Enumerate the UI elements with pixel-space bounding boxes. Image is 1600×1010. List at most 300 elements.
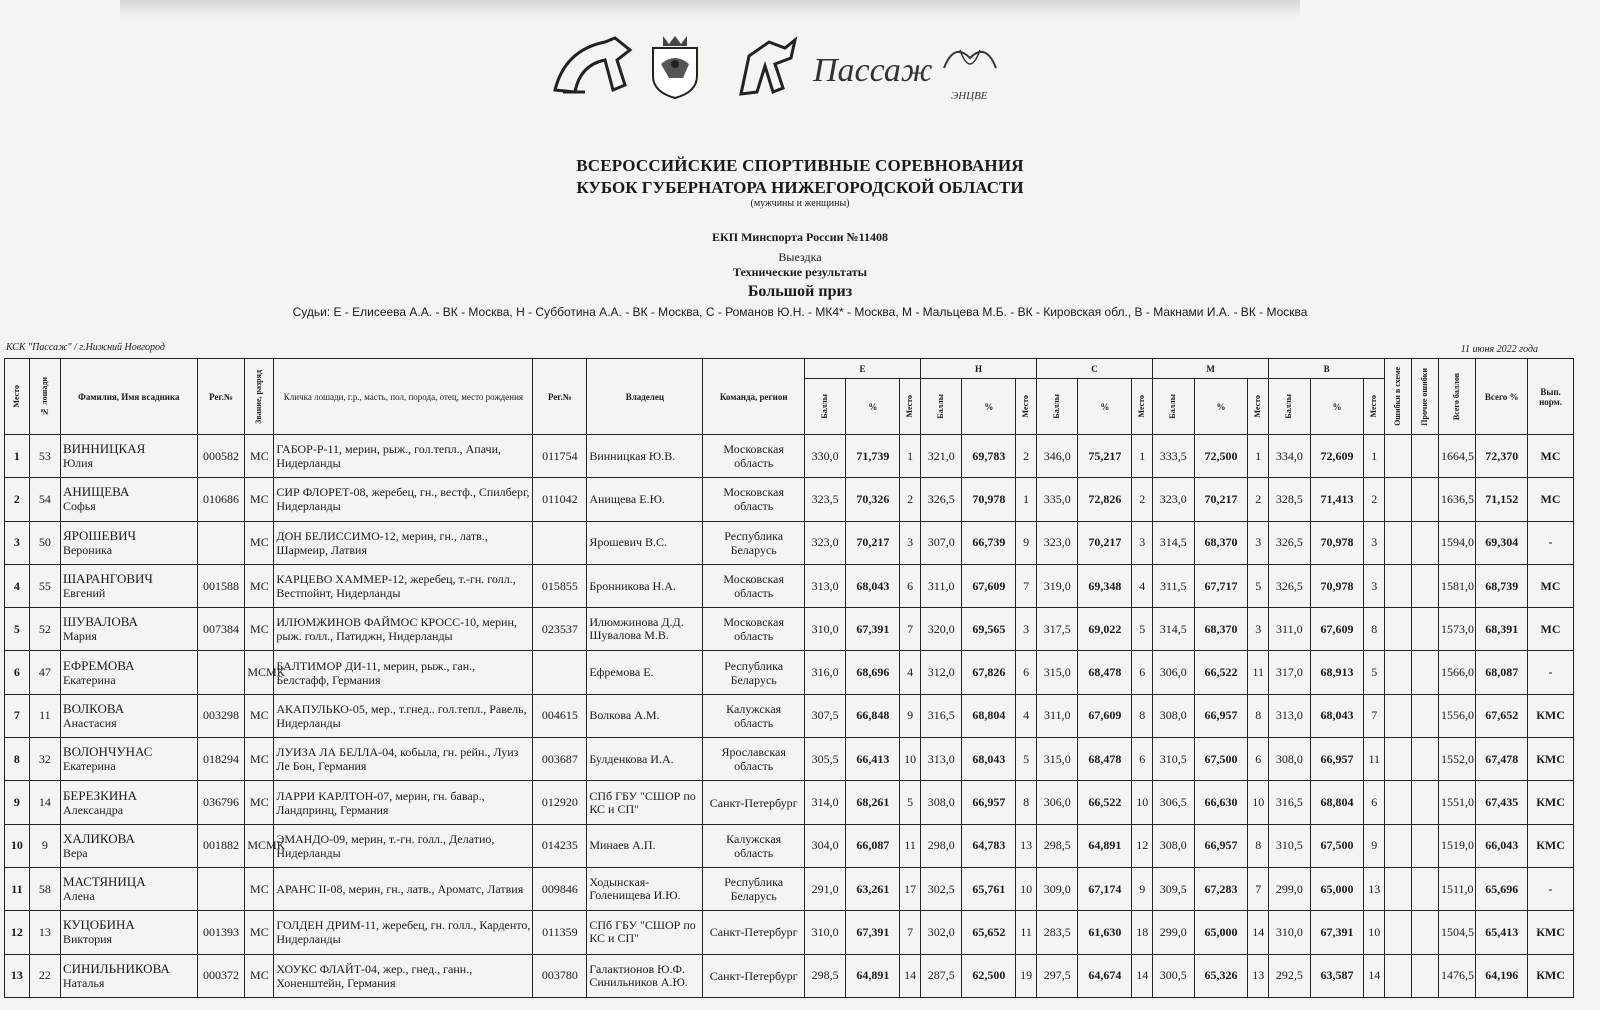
rank-cell: МС [245,911,274,954]
rank-cell: МС [245,564,274,607]
rider-cell [60,478,197,521]
col-m-points: Баллы [1153,379,1194,435]
owner-cell: Анищева Е.Ю. [587,478,703,521]
rider-cell [60,651,197,694]
judge-m-points: 314,5 [1153,608,1194,651]
rider-surname: БЕРЕЗКИНА [62,787,138,803]
total-percent-cell: 65,696 [1476,867,1528,910]
rider-name: Виктория [62,932,113,947]
judge-m-percent: 66,957 [1194,694,1248,737]
rank-cell: МС [245,954,274,997]
judge-c-points: 311,0 [1037,694,1078,737]
judge-e-points: 307,5 [804,694,845,737]
judge-e-percent: 70,217 [846,521,900,564]
total-percent-cell: 64,196 [1476,954,1528,997]
judge-e-place: 14 [900,954,921,997]
judge-e-percent: 67,391 [846,608,900,651]
judge-b-points: 328,5 [1269,478,1310,521]
place-cell: 1 [5,435,30,478]
judge-e-points: 323,5 [804,478,845,521]
judge-b-points: 310,0 [1269,911,1310,954]
total-percent-cell: 72,370 [1476,435,1528,478]
judge-m-percent: 67,500 [1194,738,1248,781]
logo-strip [555,30,1035,110]
horse-number-cell: 9 [29,824,60,867]
rider-name: Наталья [62,975,105,990]
horse-cell: ДОН БЕЛИССИМО-12, мерин, гн., латв., Шармеир, Латвия [274,521,533,564]
rank-cell: МСМК [245,651,274,694]
team-cell: Московская область [703,435,805,478]
judge-b-percent: 63,587 [1310,954,1364,997]
judge-c-points: 319,0 [1037,564,1078,607]
owner-cell: Ходынская-Голенищева И.Ю. [587,867,703,910]
rider-surname: СИНИЛЬНИКОВА [62,960,170,976]
horse-number-cell: 54 [29,478,60,521]
judge-h-points: 298,0 [920,824,961,867]
other-errors-cell [1412,651,1439,694]
judge-m-place: 5 [1248,564,1269,607]
place-cell: 4 [5,564,30,607]
judge-b-place: 6 [1364,781,1385,824]
horse-reg-cell: 012920 [533,781,587,824]
judge-m-percent: 68,370 [1194,608,1248,651]
other-errors-cell [1412,564,1439,607]
rider-surname: ВИННИЦКАЯ [62,441,146,457]
judge-c-percent: 68,478 [1078,651,1132,694]
scan-shadow [120,0,1300,18]
horse-number-cell: 53 [29,435,60,478]
judge-h-points: 320,0 [920,608,961,651]
horse-number-cell: 47 [29,651,60,694]
table-row [5,521,1574,564]
rider-reg-cell: 001882 [197,824,245,867]
total-points-cell: 1504,5 [1439,911,1476,954]
rank-cell: МС [245,521,274,564]
judge-b-points: 316,5 [1269,781,1310,824]
judge-h-place: 11 [1016,911,1037,954]
team-cell: Республика Беларусь [703,521,805,564]
rider-reg-cell: 007384 [197,608,245,651]
judge-m-percent: 65,000 [1194,911,1248,954]
rider-reg-cell [197,521,245,564]
col-c-place: Место [1132,379,1153,435]
total-percent-cell: 65,413 [1476,911,1528,954]
judge-h-points: 321,0 [920,435,961,478]
discipline: Выездка [778,250,822,264]
rider-surname: ХАЛИКОВА [62,830,135,846]
judge-c-percent: 66,522 [1078,781,1132,824]
judge-h-points: 307,0 [920,521,961,564]
norm-cell: МС [1528,435,1574,478]
judge-m-place: 1 [1248,435,1269,478]
title-line-1: ВСЕРОССИЙСКИЕ СПОРТИВНЫЕ СОРЕВНОВАНИЯ [576,156,1024,175]
judge-c-place: 4 [1132,564,1153,607]
other-errors-cell [1412,954,1439,997]
rider-cell [60,521,197,564]
norm-cell: КМС [1528,954,1574,997]
judge-c-place: 3 [1132,521,1153,564]
judge-c-points: 309,0 [1037,867,1078,910]
rank-cell: МС [245,478,274,521]
judge-m-place: 3 [1248,521,1269,564]
judge-h-percent: 66,957 [962,781,1016,824]
judge-b-percent: 68,043 [1310,694,1364,737]
table-row [5,867,1574,910]
judge-e-percent: 66,413 [846,738,900,781]
rider-cell [60,435,197,478]
col-team: Команда, регион [703,359,805,435]
judge-c-points: 283,5 [1037,911,1078,954]
judge-e-place: 5 [900,781,921,824]
judge-e-points: 304,0 [804,824,845,867]
rank-cell: МС [245,608,274,651]
team-cell: Калужская область [703,824,805,867]
col-other-errors: Прочие ошибки [1412,359,1439,435]
norm-cell: МС [1528,478,1574,521]
horse-reg-cell: 023537 [533,608,587,651]
judge-c-points: 306,0 [1037,781,1078,824]
judge-c-place: 14 [1132,954,1153,997]
results-type: Технические результаты [732,265,868,279]
judge-h-points: 311,0 [920,564,961,607]
judge-e-place: 1 [900,435,921,478]
judge-h-points: 326,5 [920,478,961,521]
rider-name: Софья [62,499,96,514]
place-cell: 11 [5,867,30,910]
horse-reg-cell: 011359 [533,911,587,954]
judge-h-place: 1 [1016,478,1037,521]
rider-name: Александра [62,802,124,817]
judge-c-points: 298,5 [1037,824,1078,867]
rider-name: Вероника [62,542,113,557]
col-judge-e: E [804,359,920,379]
horse-reg-cell: 014235 [533,824,587,867]
judge-e-percent: 68,261 [846,781,900,824]
judge-e-place: 11 [900,824,921,867]
judge-m-percent: 68,370 [1194,521,1248,564]
col-h-place: Место [1016,379,1037,435]
judge-m-place: 10 [1248,781,1269,824]
results-table [4,358,1574,998]
judge-e-points: 313,0 [804,564,845,607]
table-row [5,694,1574,737]
horse-cell: БАЛТИМОР ДИ-11, мерин, рыж., ган., Белстафф, Германия [274,651,533,694]
total-percent-cell: 69,304 [1476,521,1528,564]
judge-h-place: 10 [1016,867,1037,910]
col-owner: Владелец [587,359,703,435]
rider-cell [60,781,197,824]
test-name: Большой приз [747,283,853,300]
judge-h-percent: 66,739 [962,521,1016,564]
horse-cell: ГОЛДЕН ДРИМ-11, жеребец, гн. голл., Карденто, Нидерланды [274,911,533,954]
total-points-cell: 1573,0 [1439,608,1476,651]
judge-b-place: 5 [1364,651,1385,694]
rider-name: Юлия [62,456,94,471]
total-points-cell: 1556,0 [1439,694,1476,737]
judge-b-percent: 67,500 [1310,824,1364,867]
horse-reg-cell [533,651,587,694]
judge-e-place: 4 [900,651,921,694]
judge-b-place: 10 [1364,911,1385,954]
judge-e-place: 7 [900,911,921,954]
errors-scheme-cell [1385,738,1412,781]
judge-e-percent: 70,326 [846,478,900,521]
team-cell: Республика Беларусь [703,867,805,910]
rider-reg-cell: 000372 [197,954,245,997]
rider-surname: ВОЛОНЧУНАС [62,744,153,760]
judges-line: Судьи: Е - Елисеева А.А. - ВК - Москва, Н - Субботина А.А. - ВК - Москва, С - Романов Ю.Н. - МК4* - Москва, М - Мальцева М.Б. - ВК - Кировская обл., В - Макнами И.А. - ВК - Москва [292,305,1308,319]
horse-reg-cell: 003687 [533,738,587,781]
judge-h-points: 302,0 [920,911,961,954]
total-percent-cell: 66,043 [1476,824,1528,867]
rider-surname: ЯРОШЕВИЧ [62,527,136,543]
judge-h-percent: 67,609 [962,564,1016,607]
judge-e-points: 310,0 [804,608,845,651]
judge-m-points: 299,0 [1153,911,1194,954]
judge-e-points: 323,0 [804,521,845,564]
judge-e-place: 17 [900,867,921,910]
col-b-points: Баллы [1269,379,1310,435]
horse-reg-cell: 011042 [533,478,587,521]
judge-e-points: 330,0 [804,435,845,478]
horse-cell: СИР ФЛОРЕТ-08, жеребец, гн., вестф., Спилберг, Нидерланды [274,478,533,521]
judge-e-percent: 66,087 [846,824,900,867]
rider-surname: ШУВАЛОВА [62,614,138,630]
rider-name: Мария [62,629,97,644]
place-cell: 6 [5,651,30,694]
col-norm: Вып. норм. [1528,359,1574,435]
judge-e-percent: 64,891 [846,954,900,997]
col-horse: Кличка лошади, г.р., масть, пол, порода, отец, место рождения [274,359,533,435]
judge-b-place: 14 [1364,954,1385,997]
judge-h-percent: 68,804 [962,694,1016,737]
place-cell: 2 [5,478,30,521]
judge-c-place: 10 [1132,781,1153,824]
pegasus-icon [735,36,805,98]
errors-scheme-cell [1385,694,1412,737]
owner-cell: Минаев А.П. [587,824,703,867]
col-c-percent: % [1078,379,1132,435]
judge-m-percent: 66,957 [1194,824,1248,867]
judge-b-points: 310,5 [1269,824,1310,867]
place-cell: 7 [5,694,30,737]
col-place: Место [5,359,30,435]
judge-h-percent: 62,500 [962,954,1016,997]
total-percent-cell: 67,652 [1476,694,1528,737]
rider-name: Екатерина [62,672,116,687]
judge-c-place: 12 [1132,824,1153,867]
owner-cell: СПб ГБУ "СШОР по КС и СП" [587,911,703,954]
other-errors-cell [1412,867,1439,910]
judge-m-place: 6 [1248,738,1269,781]
horse-cell: ЛАРРИ КАРЛТОН-07, мерин, гн. бавар., Ландпринц, Германия [274,781,533,824]
team-cell: Московская область [703,608,805,651]
other-errors-cell [1412,478,1439,521]
coat-of-arms-icon [647,34,703,100]
owner-cell: Илюмжинова Д.Д. Шувалова М.В. [587,608,703,651]
judge-b-percent: 68,913 [1310,651,1364,694]
judge-b-points: 308,0 [1269,738,1310,781]
judge-e-place: 10 [900,738,921,781]
other-errors-cell [1412,435,1439,478]
owner-cell: Волкова А.М. [587,694,703,737]
ntsve-logo-text: ЭНЦВЕ [951,90,988,102]
owner-cell: Галактионов Ю.Ф. Синильников А.Ю. [587,954,703,997]
judge-c-percent: 64,674 [1078,954,1132,997]
other-errors-cell [1412,911,1439,954]
rider-cell [60,824,197,867]
judge-h-place: 19 [1016,954,1037,997]
horse-number-cell: 14 [29,781,60,824]
col-judge-b: B [1269,359,1385,379]
title-line-2: КУБОК ГУБЕРНАТОРА НИЖЕГОРОДСКОЙ ОБЛАСТИ [576,178,1024,197]
rider-reg-cell: 010686 [197,478,245,521]
judge-m-place: 14 [1248,911,1269,954]
team-cell: Московская область [703,478,805,521]
col-total-points: Всего баллов [1439,359,1476,435]
judge-c-place: 2 [1132,478,1153,521]
judge-m-place: 8 [1248,694,1269,737]
team-cell: Республика Беларусь [703,651,805,694]
judge-c-place: 6 [1132,738,1153,781]
judge-b-place: 7 [1364,694,1385,737]
col-total-percent: Всего % [1476,359,1528,435]
horse-reg-cell [533,521,587,564]
judge-h-percent: 68,043 [962,738,1016,781]
judge-c-points: 335,0 [1037,478,1078,521]
rider-reg-cell: 003298 [197,694,245,737]
judge-c-percent: 61,630 [1078,911,1132,954]
norm-cell: МС [1528,608,1574,651]
judge-h-place: 9 [1016,521,1037,564]
judge-h-points: 287,5 [920,954,961,997]
judge-e-place: 2 [900,478,921,521]
rider-reg-cell [197,651,245,694]
col-h-points: Баллы [920,379,961,435]
judge-c-percent: 72,826 [1078,478,1132,521]
horse-number-cell: 11 [29,694,60,737]
horse-cell: ХОУКС ФЛАЙТ-04, жер., гнед., ганн., Хоненштейн, Германия [274,954,533,997]
norm-cell: МС [1528,564,1574,607]
judge-c-points: 323,0 [1037,521,1078,564]
errors-scheme-cell [1385,651,1412,694]
judge-c-points: 346,0 [1037,435,1078,478]
judge-c-points: 315,0 [1037,651,1078,694]
judge-m-percent: 66,630 [1194,781,1248,824]
judge-h-place: 6 [1016,651,1037,694]
judge-c-place: 18 [1132,911,1153,954]
judge-h-points: 313,0 [920,738,961,781]
owner-cell: Винницкая Ю.В. [587,435,703,478]
judge-c-points: 297,5 [1037,954,1078,997]
col-judge-c: C [1037,359,1153,379]
judge-m-points: 308,0 [1153,824,1194,867]
judge-e-percent: 67,391 [846,911,900,954]
rider-cell [60,954,197,997]
total-percent-cell: 68,739 [1476,564,1528,607]
col-h-percent: % [962,379,1016,435]
norm-cell: - [1528,867,1574,910]
errors-scheme-cell [1385,564,1412,607]
judge-c-place: 8 [1132,694,1153,737]
judge-c-percent: 67,609 [1078,694,1132,737]
judge-h-percent: 65,761 [962,867,1016,910]
total-points-cell: 1664,5 [1439,435,1476,478]
team-cell: Московская область [703,564,805,607]
judge-b-place: 2 [1364,478,1385,521]
judge-b-percent: 72,609 [1310,435,1364,478]
total-points-cell: 1581,0 [1439,564,1476,607]
total-points-cell: 1566,0 [1439,651,1476,694]
table-row [5,435,1574,478]
judge-c-place: 1 [1132,435,1153,478]
place-cell: 12 [5,911,30,954]
rider-name: Екатерина [62,759,116,774]
total-points-cell: 1511,0 [1439,867,1476,910]
other-errors-cell [1412,694,1439,737]
judge-m-percent: 72,500 [1194,435,1248,478]
rank-cell: МС [245,694,274,737]
owner-cell: Булденкова И.А. [587,738,703,781]
rider-cell [60,564,197,607]
rider-surname: КУЦОБИНА [62,917,135,933]
total-points-cell: 1594,0 [1439,521,1476,564]
table-row [5,911,1574,954]
table-row [5,608,1574,651]
col-reg-rider: Рег.№ [197,359,245,435]
table-row [5,824,1574,867]
horse-number-cell: 52 [29,608,60,651]
rider-reg-cell: 001393 [197,911,245,954]
rider-surname: ШАРАНГОВИЧ [62,571,153,587]
place-cell: 9 [5,781,30,824]
judge-m-points: 306,0 [1153,651,1194,694]
rider-surname: МАСТЯНИЦА [62,874,146,890]
norm-cell: КМС [1528,694,1574,737]
judge-c-percent: 69,348 [1078,564,1132,607]
errors-scheme-cell [1385,911,1412,954]
horse-cell: ЭМАНДО-09, мерин, т.-гн. голл., Делатио, Нидерланды [274,824,533,867]
judge-b-percent: 67,609 [1310,608,1364,651]
judge-m-points: 310,5 [1153,738,1194,781]
col-b-percent: % [1310,379,1364,435]
judge-e-percent: 68,043 [846,564,900,607]
horse-cell: АРАНС II-08, мерин, гн., латв., Ароматс, Латвия [274,867,533,910]
judge-m-points: 323,0 [1153,478,1194,521]
total-percent-cell: 67,435 [1476,781,1528,824]
rider-reg-cell: 036796 [197,781,245,824]
judge-b-percent: 70,978 [1310,564,1364,607]
judge-b-place: 3 [1364,564,1385,607]
judge-c-percent: 68,478 [1078,738,1132,781]
judge-h-percent: 65,652 [962,911,1016,954]
col-b-place: Место [1364,379,1385,435]
judge-m-place: 3 [1248,608,1269,651]
ekp-number: ЕКП Минспорта России №11408 [712,230,888,244]
norm-cell: - [1528,651,1574,694]
judge-h-percent: 69,565 [962,608,1016,651]
title-line-3: (мужчины и женщины) [750,198,850,209]
table-row [5,781,1574,824]
judge-m-place: 13 [1248,954,1269,997]
rider-reg-cell: 001588 [197,564,245,607]
judge-h-percent: 69,783 [962,435,1016,478]
judge-b-percent: 71,413 [1310,478,1364,521]
errors-scheme-cell [1385,867,1412,910]
judge-e-percent: 63,261 [846,867,900,910]
col-e-points: Баллы [804,379,845,435]
judge-e-place: 6 [900,564,921,607]
